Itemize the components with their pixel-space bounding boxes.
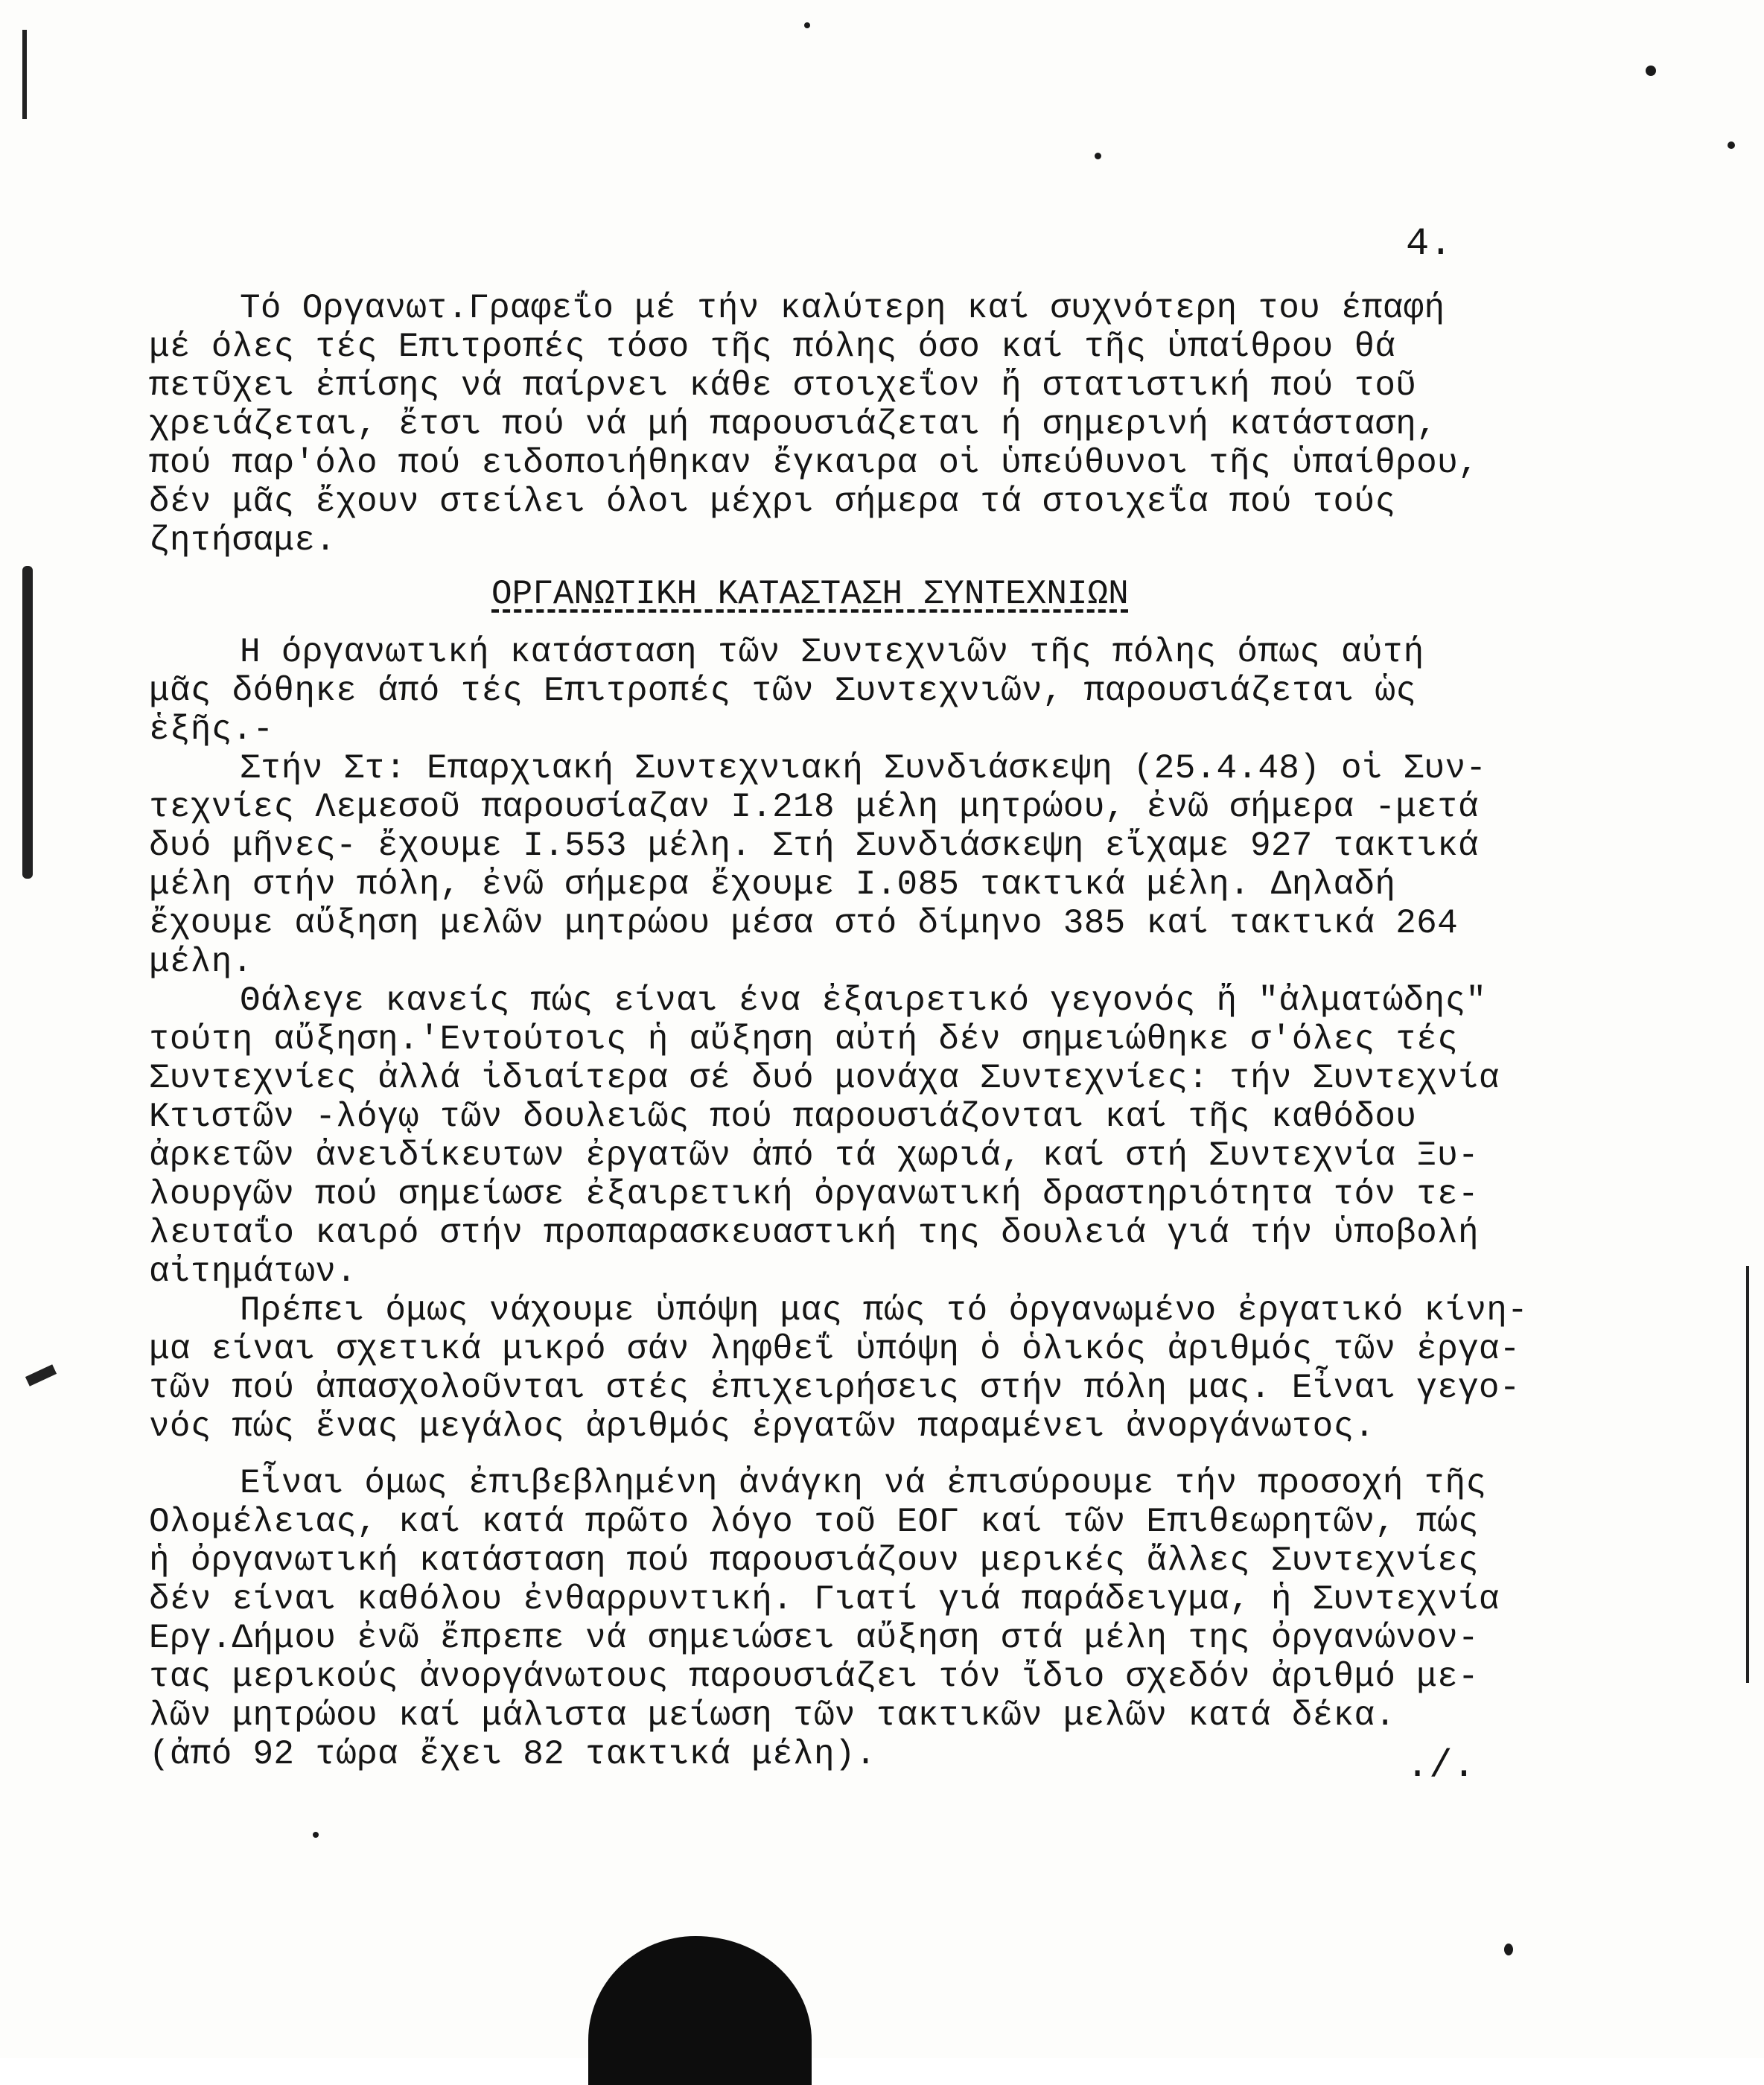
scan-speck [1095,153,1101,159]
text-line: μέλη στήν πόλη, ἐνῶ σήμερα ἔχουμε Ι.085 τακτικά μέλη. Δηλαδή [149,865,1396,904]
text-line: μα είναι σχετικά μικρό σάν ληφθεΐ ὑπόψη ὁ ὁλικός ἀριθμός τῶν ἐργα- [149,1330,1521,1369]
text-line: τας μερικούς ἀνοργάνωτους παρουσιάζει τόν ἴδιο σχεδόν ἀριθμό με- [149,1658,1479,1696]
scan-speck [313,1832,319,1838]
text-line: λευταΐο καιρό στήν προπαρασκευαστική της δουλειά γιά τήν ὑποβολή [149,1214,1479,1252]
text-line: δέν μᾶς ἔχουν στείλει όλοι μέχρι σήμερα τά στοιχεΐα πού τούς [149,483,1396,521]
text-line: Κτιστῶν -λόγῳ τῶν δουλειῶς πού παρουσιάζονται καί τῆς καθόδου [149,1098,1417,1136]
text-line: μέλη. [149,943,253,981]
text-line: Πρέπει όμως νάχουμε ὑπόψη μας πώς τό ὀργανωμένο ἐργατικό κίνη- [240,1291,1529,1330]
ink-blot [588,1936,812,2085]
text-line: Συντεχνίες ἀλλά ἰδιαίτερα σέ δυό μονάχα Συντεχνίες: τήν Συντεχνία [149,1059,1500,1098]
text-line: ἀρκετῶν ἀνειδίκευτων ἐργατῶν ἀπό τά χωριά, καί στή Συντεχνία Ξυ- [149,1136,1479,1175]
text-line: πού παρ'όλο πού ειδοποιήθηκαν ἔγκαιρα οἱ ὑπεύθυνοι τῆς ὑπαίθρου, [149,444,1479,483]
text-line: πετῦχει ἐπίσης νά παίρνει κάθε στοιχεΐον ἤ στατιστική πού τοῦ [149,366,1417,405]
text-line: (ἀπό 92 τώρα ἔχει 82 τακτικά μέλη). [149,1735,876,1774]
scan-speck [1728,141,1735,149]
text-line: λῶν μητρώου καί μάλιστα μείωση τῶν τακτικῶν μελῶν κατά δέκα. [149,1696,1396,1735]
text-line: ἔχουμε αὔξηση μελῶν μητρώου μέσα στό δίμηνο 385 καί τακτικά 264 [149,904,1458,943]
scan-edge-mark [1746,1266,1749,1683]
continuation-mark: ./. [1406,1744,1476,1788]
text-line: λουργῶν πού σημείωσε ἐξαιρετική ὀργανωτική δραστηριότητα τόν τε- [149,1175,1479,1214]
text-line: τῶν πού ἀπασχολοῦνται στές ἐπιχειρήσεις στήν πόλη μας. Εἶναι γεγο- [149,1369,1521,1407]
text-line: Εἶναι όμως ἐπιβεβλημένη ἀνάγκη νά ἐπισύρουμε τήν προσοχή τῆς [240,1464,1487,1503]
scan-edge-mark [22,30,27,119]
text-line: Τό Οργανωτ.Γραφεΐο μέ τήν καλύτερη καί συχνότερη του έπαφή [240,289,1445,328]
text-line: Ολομέλειας, καί κατά πρῶτο λόγο τοῦ ΕΟΓ καί τῶν Επιθεωρητῶν, πώς [149,1503,1479,1541]
text-line: χρειάζεται, ἔτσι πού νά μή παρουσιάζεται ή σημερινή κατάσταση, [149,405,1438,444]
text-line: μᾶς δόθηκε άπό τές Επιτροπές τῶν Συντεχνιῶν, παρουσιάζεται ὡς [149,672,1417,710]
scan-speck [1504,1944,1513,1955]
text-line: Εργ.Δήμου ἐνῶ ἔπρεπε νά σημειώσει αὔξηση στά μέλη της ὀργανώνον- [149,1619,1479,1658]
scan-speck [804,22,810,28]
text-line: Θάλεγε κανείς πώς είναι ένα ἐξαιρετικό γεγονός ἤ "ἀλματώδης" [240,981,1487,1020]
text-line: μέ όλες τές Επιτροπές τόσο τῆς πόλης όσο καί τῆς ὑπαίθρου θά [149,328,1396,366]
text-line: αἰτημάτων. [149,1252,357,1291]
text-line: ζητήσαμε. [149,521,337,560]
page-number: 4. [1406,222,1453,266]
section-heading: ΟΡΓΑΝΩΤΙΚΗ ΚΑΤΑΣΤΑΣΗ ΣΥΝΤΕΧΝΙΩΝ [491,575,1129,614]
text-line: ἡ ὀργανωτική κατάσταση πού παρουσιάζουν μερικές ἄλλες Συντεχνίες [149,1541,1479,1580]
scan-speck [1646,66,1656,76]
text-line: νός πώς ἕνας μεγάλος ἀριθμός ἐργατῶν παραμένει ἀνοργάνωτος. [149,1407,1375,1446]
scan-edge-mark [25,1364,57,1387]
text-line: δέν είναι καθόλου ἐνθαρρυντική. Γιατί γιά παράδειγμα, ἡ Συντεχνία [149,1580,1500,1619]
text-line: ἑξῆς.- [149,710,274,749]
scan-edge-mark [22,566,33,879]
text-line: Στήν Στ: Επαρχιακή Συντεχνιακή Συνδιάσκεψη (25.4.48) οἱ Συν- [240,749,1487,788]
text-line: Η όργανωτική κατάσταση τῶν Συντεχνιῶν τῆς πόλης όπως αὐτή [240,633,1424,672]
text-line: δυό μῆνες- ἔχουμε Ι.553 μέλη. Στή Συνδιάσκεψη εἴχαμε 927 τακτικά [149,827,1479,865]
text-line: τεχνίες Λεμεσοῦ παρουσίαζαν Ι.218 μέλη μητρώου, ἐνῶ σήμερα -μετά [149,788,1479,827]
text-line: τούτη αὔξηση.'Εντούτοις ἡ αὔξηση αὐτή δέν σημειώθηκε σ'όλες τές [149,1020,1458,1059]
